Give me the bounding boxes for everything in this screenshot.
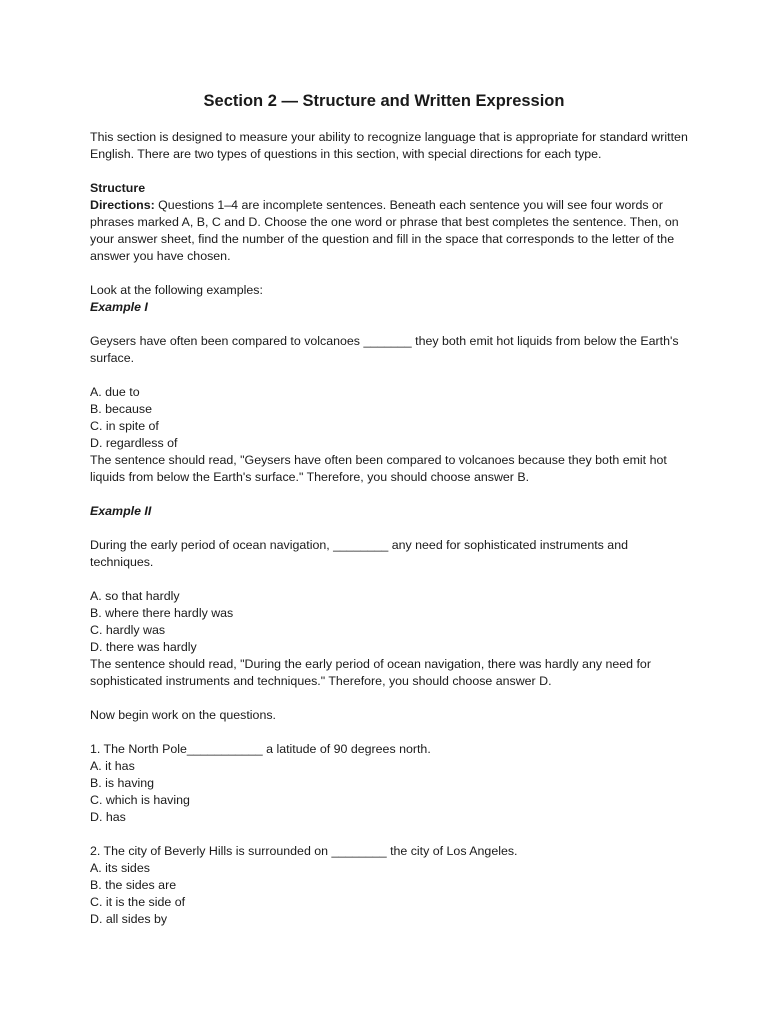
directions-text: Questions 1–4 are incomplete sentences. Beneath each sentence you will see four words or phrases marked A, B, C and D. Choose the one word or phrase that best completes the sentence. Then, on your answer sheet, find the number of the question and fill in the space that corresponds to the letter of the answer you have chosen. <box>90 198 679 263</box>
question-2-option-b: B. the sides are <box>90 878 177 892</box>
question-2-option-a: A. its sides <box>90 861 150 875</box>
question-1-option-b: B. is having <box>90 776 155 790</box>
document-body <box>90 129 690 928</box>
example-1-label: Example I <box>90 300 148 314</box>
example-2-option-d: D. there was hardly <box>90 640 197 654</box>
question-2-stem: 2. The city of Beverly Hills is surrounded on ________ the city of Los Angeles. <box>90 844 518 858</box>
intro-paragraph: This section is designed to measure your ability to recognize language that is appropriate for standard written English. There are two types of questions in this section, with special directions for each type. <box>90 130 688 161</box>
question-1-option-a: A. it has <box>90 759 135 773</box>
question-2-option-d: D. all sides by <box>90 912 168 926</box>
example-1-option-c: C. in spite of <box>90 419 159 433</box>
example-2-option-a: A. so that hardly <box>90 589 180 603</box>
directions-label: Directions: <box>90 198 155 212</box>
question-2-option-c: C. it is the side of <box>90 895 186 909</box>
example-2-option-b: B. where there hardly was <box>90 606 234 620</box>
example-2-explanation: The sentence should read, "During the early period of ocean navigation, there was hardly any need for sophisticated instruments and techniques." Therefore, you should choose answer D. <box>90 657 651 688</box>
example-1-option-b: B. because <box>90 402 152 416</box>
example-2-label: Example II <box>90 504 152 518</box>
directions-paragraph <box>90 197 690 265</box>
begin-instruction: Now begin work on the questions. <box>90 708 276 722</box>
examples-intro: Look at the following examples: <box>90 283 263 297</box>
question-1-option-c: C. which is having <box>90 793 190 807</box>
page-title: Section 2 — Structure and Written Expression <box>203 92 565 110</box>
example-2-option-c: C. hardly was <box>90 623 166 637</box>
question-1-stem: 1. The North Pole___________ a latitude of 90 degrees north. <box>90 742 431 756</box>
example-1-sentence: Geysers have often been compared to volcanoes _______ they both emit hot liquids from below the Earth's surface. <box>90 334 679 365</box>
example-2-sentence: During the early period of ocean navigation, ________ any need for sophisticated instruments and techniques. <box>90 538 628 569</box>
question-1-option-d: D. has <box>90 810 126 824</box>
example-1-option-a: A. due to <box>90 385 140 399</box>
example-1-option-d: D. regardless of <box>90 436 178 450</box>
structure-heading: Structure <box>90 181 146 195</box>
example-1-explanation: The sentence should read, "Geysers have often been compared to volcanoes because they both emit hot liquids from below the Earth's surface." Therefore, you should choose answer B. <box>90 453 667 484</box>
